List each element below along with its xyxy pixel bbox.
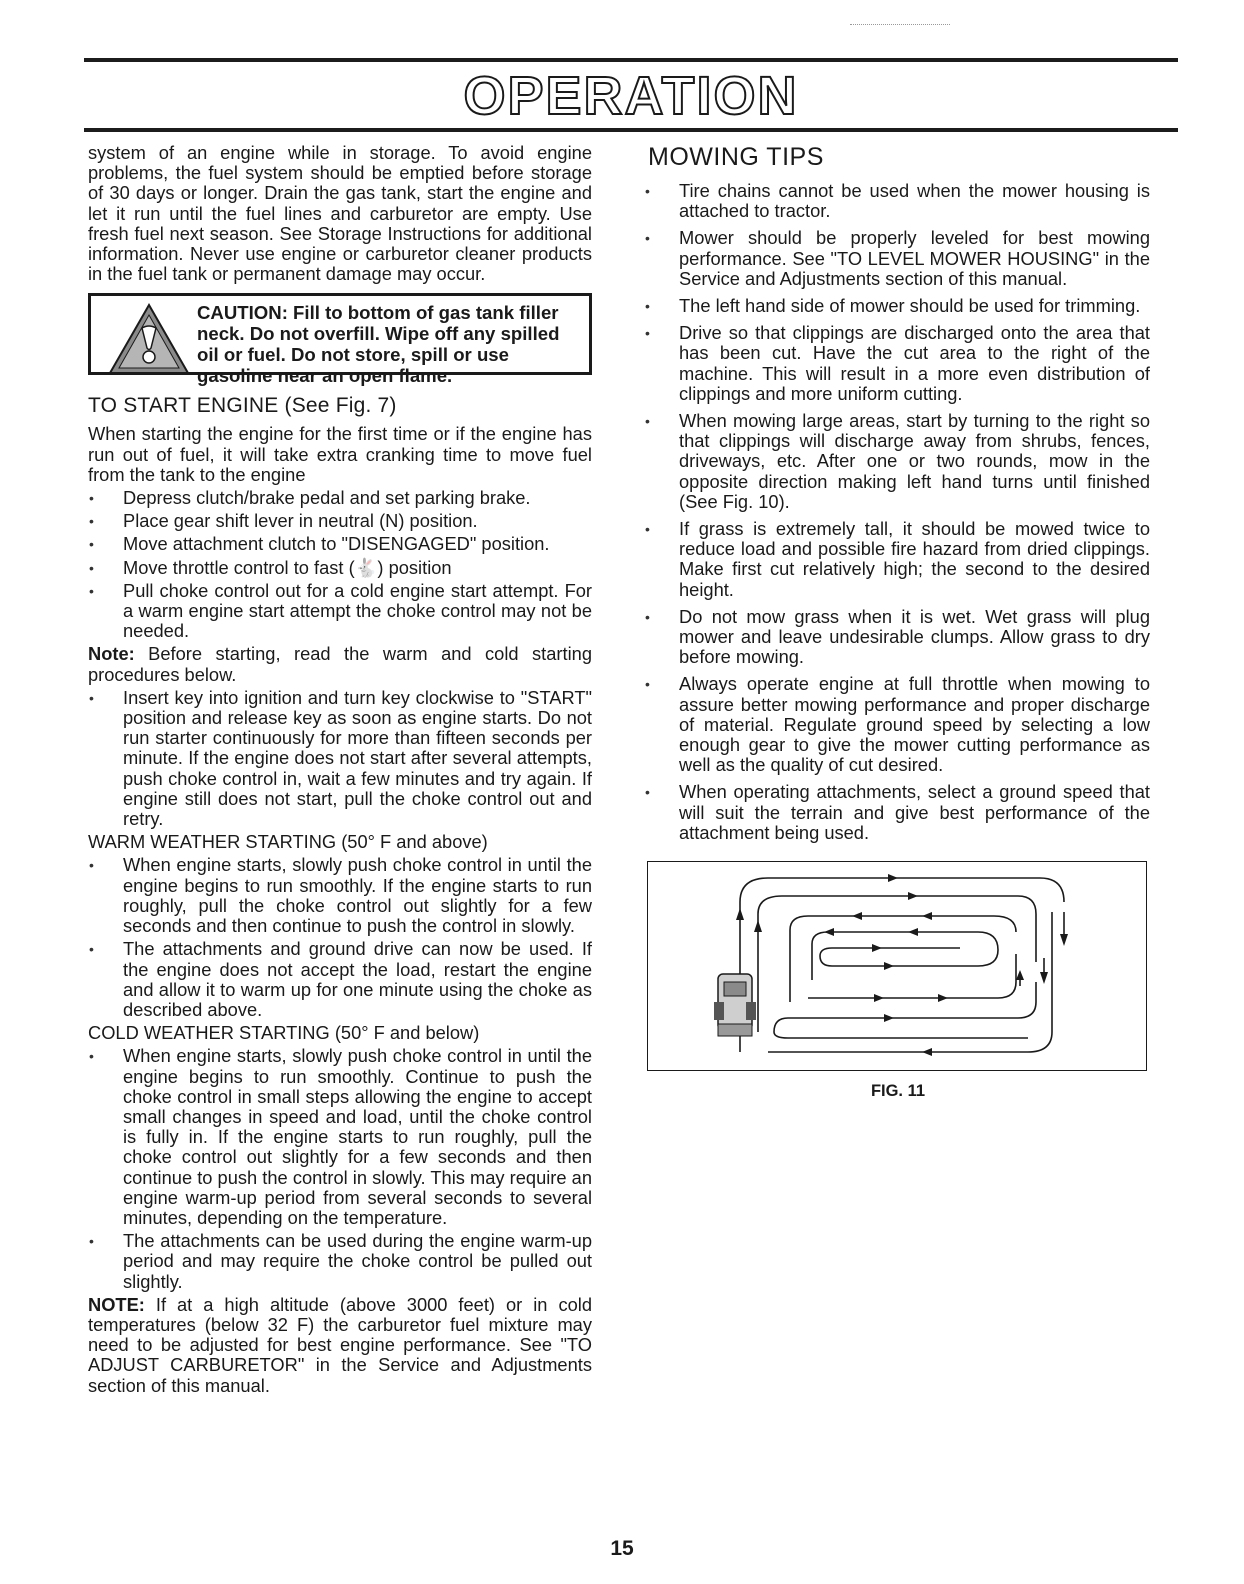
warm-steps-list (88, 855, 592, 1020)
list-item: • When engine starts, slowly push choke control in until the engine begins to run smoothly. If the engine starts to run roughly, pull the choke control out slightly for a few seconds and then continue to push the control in slowly. (88, 855, 592, 936)
list-item: • If grass is extremely tall, it should be mowed twice to reduce load and possible fire hazard from dried clippings. Make first cut relatively high; the second to the desired height. (648, 519, 1150, 600)
header-rule-top (84, 58, 1178, 62)
list-item: • When operating attachments, select a ground speed that will suit the terrain and give best performance of the attachment being used. (648, 782, 1150, 843)
figure-caption: FIG. 11 (870, 1082, 926, 1101)
list-item: • Place gear shift lever in neutral (N) position. (88, 511, 592, 531)
storage-paragraph: system of an engine while in storage. To avoid engine problems, the fuel system should be emptied before storage of 30 days or longer. Drain the gas tank, start the engine and let it run until the fuel lines and carburetor are empty. Use fresh fuel next season. See Storage Instructions for additional information. Never use engine or carburetor cleaner products in the fuel tank or permanent damage may occur. (88, 142, 592, 285)
list-item: • When mowing large areas, start by turning to the right so that clippings will discharge away from shrubs, fences, driveways, etc. After one or two rounds, mow in the opposite direction making left hand turns until finished (See Fig. 10). (648, 411, 1150, 512)
caution-box (88, 293, 592, 387)
scan-smudge (850, 24, 950, 29)
altitude-note (88, 1295, 592, 1396)
start-engine-intro: When starting the engine for the first time or if the engine has run out of fuel, it will take extra cranking time to move fuel from the tank to the engine (88, 423, 592, 485)
mowing-pattern-figure (647, 861, 1147, 1071)
list-item: • The attachments and ground drive can now be used. If the engine does not accept the load, restart the engine and allow it to warm up for one minute using the choke as described above. (88, 939, 592, 1020)
caution-text: CAUTION: Fill to bottom of gas tank filler neck. Do not overfill. Wipe off any spilled oil or fuel. Do not store, spill or use gasoline near an open flame. (197, 302, 560, 387)
starting-note (88, 644, 592, 684)
note-text: If at a high altitude (above 3000 feet) or in cold temperatures (below 32 F) the carburetor fuel mixture may need to be adjusted for best engine performance. See "TO ADJUST CARBURETOR" in the Service and Adjustments section of this manual. (88, 1293, 592, 1396)
list-item: • Insert key into ignition and turn key clockwise to "START" position and release key as soon as engine starts. Do not run starter continuously for more than fifteen seconds per minute. If the engine does not start after several attempts, push choke control in, wait a few minutes and try again. If engine still does not start, pull the choke control out and retry. (88, 688, 592, 829)
list-item: • Move throttle control to fast (🐇) position (88, 558, 592, 578)
cold-steps-list (88, 1046, 592, 1291)
list-item: • Drive so that clippings are discharged onto the area that has been cut. Have the cut area to the right of the machine. This will result in a more even distribution of clippings and more uniform cutting. (648, 323, 1150, 404)
right-column (648, 143, 1150, 1101)
list-item: • The left hand side of mower should be used for trimming. (648, 296, 1150, 316)
mowing-tips-heading: MOWING TIPS (648, 143, 824, 171)
mowing-tips-list (648, 181, 1150, 843)
list-item: • The attachments can be used during the engine warm-up period and may require the choke control be pulled out slightly. (88, 1231, 592, 1292)
note-label: Note: (88, 643, 135, 665)
cold-weather-heading: COLD WEATHER STARTING (50° F and below) (88, 1022, 480, 1044)
list-item: • Do not mow grass when it is wet. Wet grass will plug mower and leave undesirable clumps. Allow grass to dry before mowing. (648, 607, 1150, 668)
list-item: • Tire chains cannot be used when the mower housing is attached to tractor. (648, 181, 1150, 221)
page-title: OPERATION (463, 66, 799, 126)
list-item: • When engine starts, slowly push choke control in until the engine begins to run smoothly. Continue to push the choke control in small steps allowing the engine to accept small changes in speed and load, until the choke control is fully in. If the engine starts to run roughly, pull the choke control out slightly for a few seconds and then continue to push the control in slowly. This may require an engine warm-up period from several seconds to several minutes, depending on the temperature. (88, 1046, 592, 1228)
tractor-icon (714, 974, 756, 1036)
start-engine-heading: TO START ENGINE (See Fig. 7) (88, 394, 397, 418)
warning-triangle-icon (107, 302, 191, 376)
list-item: • Depress clutch/brake pedal and set parking brake. (88, 488, 592, 508)
left-column (88, 143, 592, 1396)
key-step-list (88, 688, 592, 829)
warm-weather-heading: WARM WEATHER STARTING (50° F and above) (88, 831, 488, 853)
header-rule-bottom (84, 128, 1178, 132)
list-item: • Mower should be properly leveled for best mowing performance. See "TO LEVEL MOWER HOUSING" in the Service and Adjustments section of this manual. (648, 228, 1150, 289)
note-text: Before starting, read the warm and cold starting procedures below. (88, 643, 592, 685)
page-number: 15 (610, 1537, 634, 1560)
start-steps-list (88, 488, 592, 641)
list-item: • Always operate engine at full throttle when mowing to assure better mowing performance and proper discharge of material. Regulate ground speed by selecting a low enough gear to give the mower cutting performance as well as the quality of cut desired. (648, 674, 1150, 775)
list-item: • Pull choke control out for a cold engine start attempt. For a warm engine start attempt the choke control may not be needed. (88, 581, 592, 642)
note-label: NOTE: (88, 1293, 145, 1315)
list-item: • Move attachment clutch to "DISENGAGED" position. (88, 534, 592, 554)
mowing-pattern-diagram (648, 862, 1146, 1069)
